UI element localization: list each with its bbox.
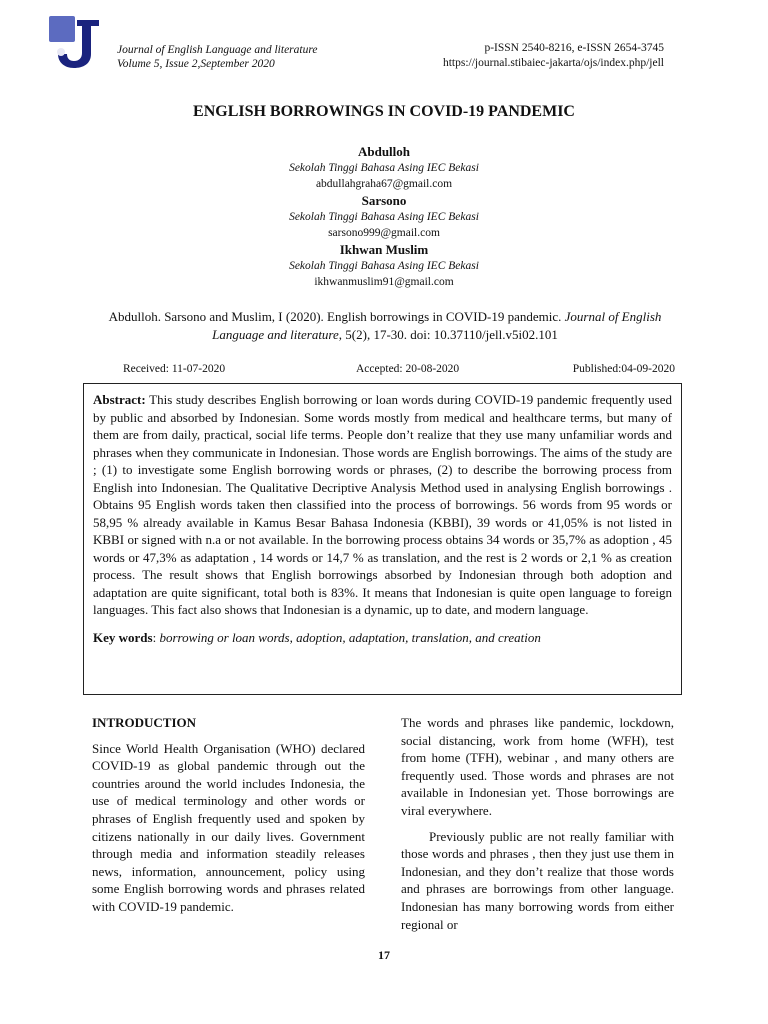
citation-details: , 5(2), 17-30. doi: 10.37110/jell.v5i02.101 — [338, 327, 558, 342]
published-date: Published:04-09-2020 — [572, 363, 675, 375]
citation — [90, 308, 680, 344]
author-block — [0, 241, 768, 290]
volume-issue: Volume 5, Issue 2,September 2020 — [117, 58, 275, 70]
abstract-text: This study describes English borrowing or loan words during COVID-19 pandemic frequently used by public and absorbed by Indonesian. Some words mostly from medical and healthcare terms, but many of them are from daily, practical, social life terms. People don’t realize that they use many unfamiliar words and phrases when they communicate in Indonesian. Those words are English borrowings. The aims of the study are ; (1) to investigate some English borrowing words or phrases, (2) to describe the borrowing process from English into Indonesian. The Qualitative Decriptive Analysis Method used in analysing English borrowings . Obtains 95 English words taken then classified into the process of borrowings. 56 words from 95 words or 58,95 % already available in Kamus Besar Bahasa Indonesia (KBBI), 39 words or 41,05% is not listed in KBBI or signed with n.a or not available. In the borrowing process obtains 34 words or 35,7% as adoption , 45 words or 47,3% as adaptation , 14 words or 14,7 % as translation, and the rest is 2 words or 2,1 % as creation process. The result shows that English borrowings absorbed by Indonesian through both adoption and adaptation are quite significant, total both is 83%. It means that Indonesian is quite open language to foreign languages. This fact also shows that Indonesian is a dynamic, up to date, and modern language. — [93, 392, 673, 617]
section-heading: INTRODUCTION — [92, 715, 197, 730]
keywords-separator: : — [152, 629, 157, 645]
author-email[interactable]: ikhwanmuslim91@gmail.com — [314, 276, 454, 288]
author-block — [0, 192, 768, 241]
citation-journal: Journal of English Language and literature — [212, 309, 662, 342]
author-name: Ikhwan Muslim — [339, 242, 429, 257]
author-email[interactable]: abdullahgraha67@gmail.com — [315, 178, 453, 190]
body-column-left — [92, 714, 365, 916]
author-name: Sarsono — [361, 193, 407, 208]
author-affiliation: Sekolah Tinggi Bahasa Asing IEC Bekasi — [289, 162, 479, 174]
body-paragraph: Since World Health Organisation (WHO) declared COVID-19 as global pandemic through out the countries around the world includes Indonesia, the use of medical terminology and other words or phrases of English frequently used and spoken by citizens nationally in our daily lives. Government through media and information steadily releases news, information, announcement, policy using some English borrowing words and phrases related with COVID-19 pandemic. — [92, 740, 365, 914]
accepted-date: Accepted: 20-08-2020 — [356, 363, 460, 375]
body-paragraph: Previously public are not really familiar with those words and phrases , then they just use them in Indonesian, and they don’t realize that those words and phrases are borrowings from other language. Indonesian has many borrowing words from either regional or — [401, 828, 674, 932]
author-affiliation: Sekolah Tinggi Bahasa Asing IEC Bekasi — [289, 260, 479, 272]
author-email[interactable]: sarsono999@gmail.com — [328, 227, 440, 239]
keywords — [93, 629, 672, 646]
citation-text: Abdulloh. Sarsono and Muslim, I (2020). English borrowings in COVID-19 pandemic. — [108, 309, 562, 324]
journal-header-left — [117, 43, 318, 71]
author-list — [0, 143, 768, 290]
abstract-box — [83, 383, 682, 695]
journal-header-right — [443, 41, 664, 71]
abstract-label: Abstract: — [93, 392, 146, 407]
journal-name: Journal of English Language and literature — [117, 44, 318, 56]
body-paragraph: The words and phrases like pandemic, lockdown, social distancing, work from home (WFH), test from home (TFH), webinar , and many others are frequently used. Those words and phrases are not available in Indonesian yet. Those borrowings are viral everywhere. — [401, 715, 674, 818]
body-column-right — [401, 714, 674, 933]
abstract — [93, 391, 672, 619]
journal-url[interactable]: https://journal.stibaiec-jakarta/ojs/index.php/jell — [442, 57, 664, 69]
author-affiliation: Sekolah Tinggi Bahasa Asing IEC Bekasi — [289, 211, 479, 223]
author-block — [0, 143, 768, 192]
author-name: Abdulloh — [357, 144, 411, 159]
paper-title: ENGLISH BORROWINGS IN COVID-19 PANDEMIC — [193, 103, 575, 120]
received-date: Received: 11-07-2020 — [123, 363, 226, 375]
keywords-text: borrowing or loan words, adoption, adaptation, translation, and creation — [159, 629, 541, 645]
keywords-label: Key words — [93, 629, 153, 645]
journal-logo — [47, 14, 105, 70]
logo-square — [49, 16, 75, 42]
page-number: 17 — [378, 948, 390, 962]
issn: p-ISSN 2540-8216, e-ISSN 2654-3745 — [484, 42, 664, 54]
